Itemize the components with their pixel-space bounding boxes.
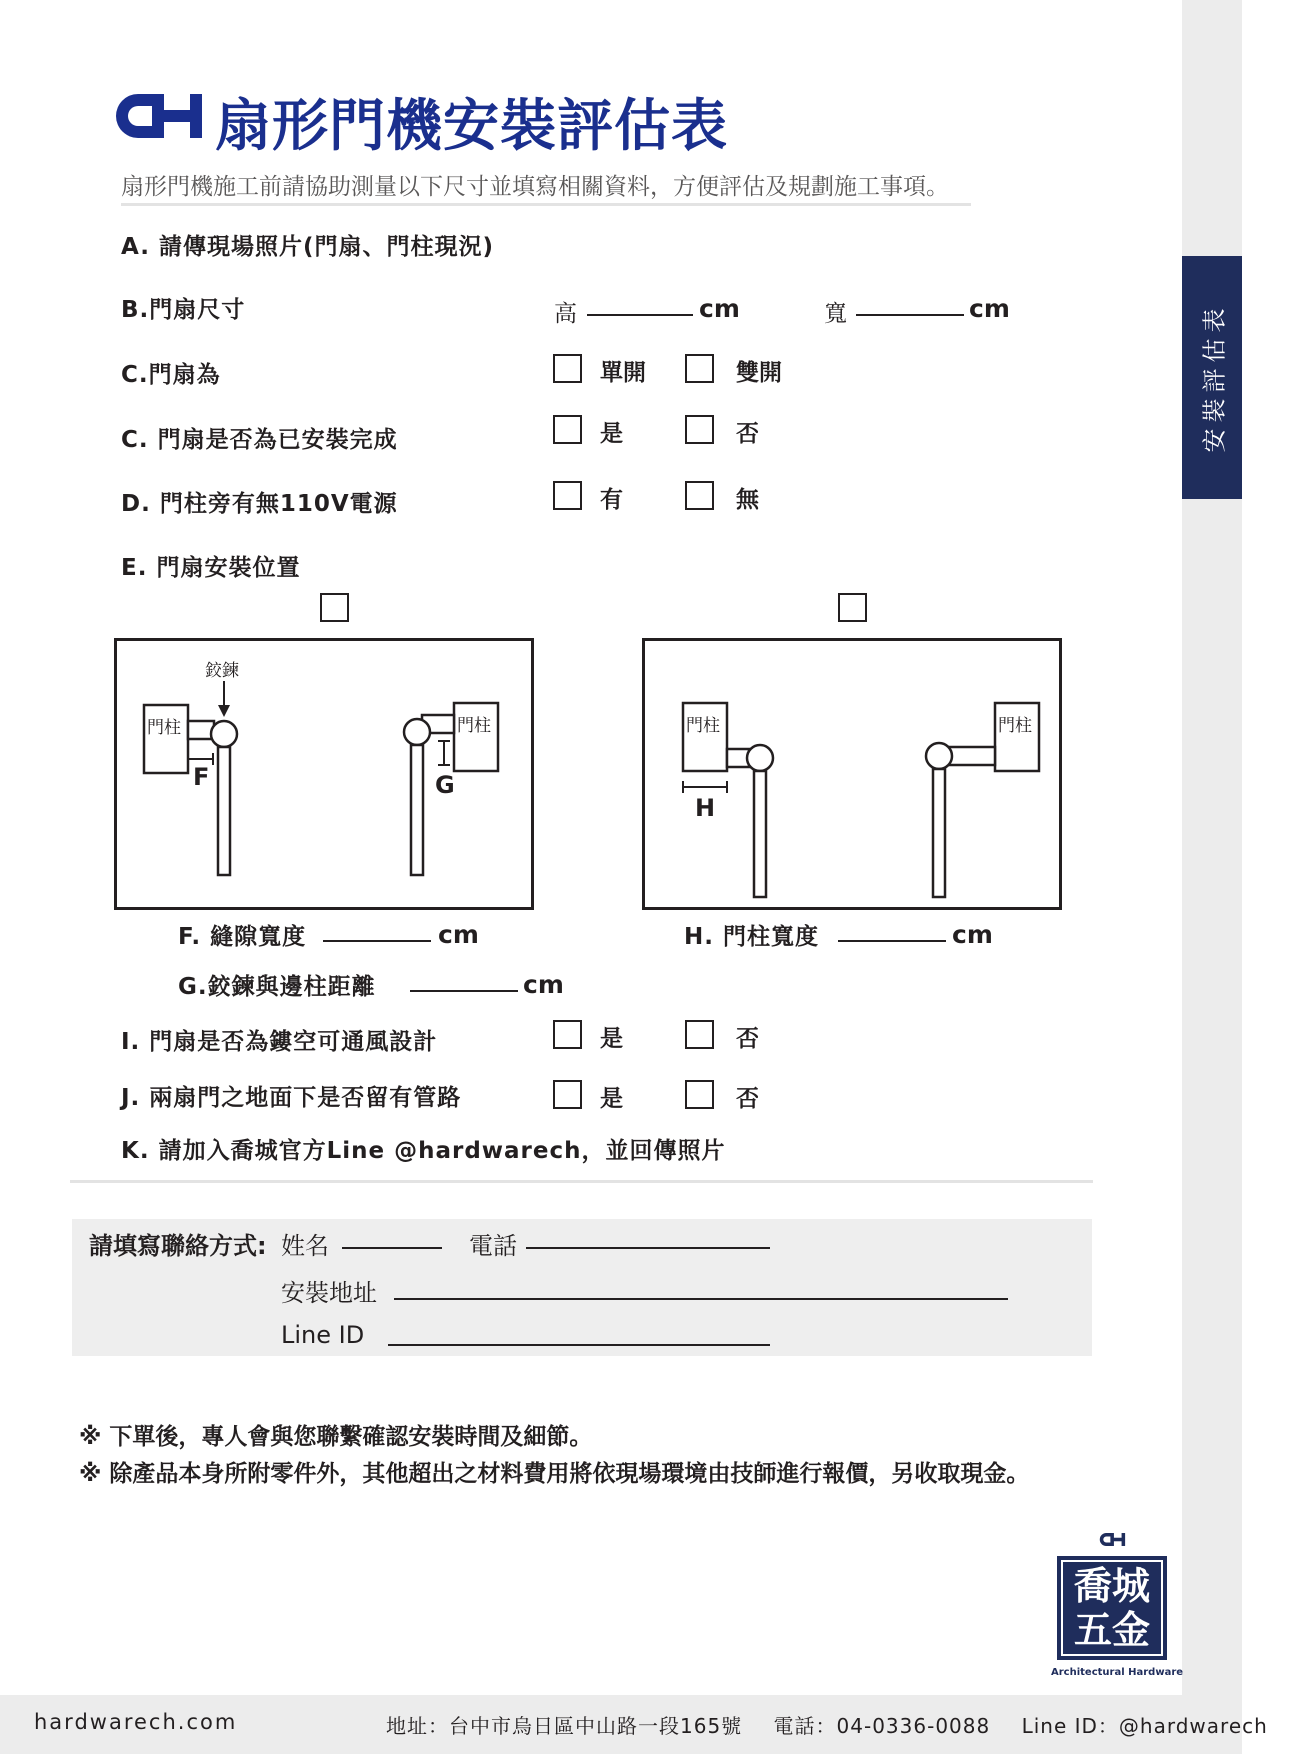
sidebar-tab-label-wrap	[1194, 256, 1230, 499]
pipe-no-label: 否	[736, 1086, 759, 1112]
brand-logo-box	[1057, 1556, 1167, 1660]
brand-tagline: Architectural Hardware	[1051, 1667, 1184, 1678]
pipe-yes-checkbox[interactable]	[553, 1080, 582, 1109]
right-post-label-2: 門柱	[998, 716, 1032, 736]
installed-yes-checkbox[interactable]	[553, 415, 582, 444]
post-width-unit: cm	[952, 920, 993, 949]
single-door-checkbox[interactable]	[553, 354, 582, 383]
height-label: 高	[554, 301, 577, 327]
marker-g: G	[435, 771, 455, 799]
position-left-checkbox[interactable]	[320, 593, 349, 622]
footer-phone: 電話：04-0336-0088	[773, 1714, 991, 1738]
double-door-label: 雙開	[736, 360, 782, 386]
power-yes-checkbox[interactable]	[553, 481, 582, 510]
diagram-hinge-svg	[117, 641, 531, 907]
address-label: 安裝地址	[281, 1279, 377, 1307]
question-f: F. 縫隙寬度	[178, 924, 307, 950]
contact-heading: 請填寫聯絡方式:	[89, 1232, 267, 1260]
position-right-checkbox[interactable]	[838, 593, 867, 622]
installed-yes-label: 是	[600, 421, 623, 447]
line-id-input-line[interactable]	[388, 1344, 770, 1346]
phone-label: 電話	[469, 1232, 517, 1260]
installed-no-checkbox[interactable]	[685, 415, 714, 444]
width-unit: cm	[969, 294, 1010, 323]
question-c1: C.門扇為	[121, 362, 221, 388]
question-k: K. 請加入喬城官方Line @hardwarech，並回傳照片	[121, 1138, 726, 1164]
small-logo-icon	[1098, 1531, 1126, 1548]
hinge-label: 鉸鍊	[205, 661, 239, 681]
brand-logo-icon	[110, 90, 205, 142]
question-c2: C. 門扇是否為已安裝完成	[121, 427, 398, 453]
power-yes-label: 有	[600, 487, 623, 513]
footer-website[interactable]: hardwarech.com	[34, 1710, 238, 1734]
width-label: 寬	[824, 301, 847, 327]
pipe-no-checkbox[interactable]	[685, 1080, 714, 1109]
question-j: J. 兩扇門之地面下是否留有管路	[121, 1085, 462, 1111]
brand-logo-line-2: 五金	[1073, 1608, 1150, 1652]
hinge-distance-unit: cm	[523, 970, 564, 999]
pipe-yes-label: 是	[600, 1086, 623, 1112]
height-input-line[interactable]	[587, 314, 693, 316]
power-no-label: 無	[736, 487, 759, 513]
power-no-checkbox[interactable]	[685, 481, 714, 510]
note-2: ※ 除產品本身所附零件外，其他超出之材料費用將依現場環境由技師進行報價，另收取現金。	[79, 1461, 1030, 1487]
installed-no-label: 否	[736, 421, 759, 447]
footer-line: Line ID：@hardwarech	[1021, 1714, 1268, 1738]
question-i: I. 門扇是否為鏤空可通風設計	[121, 1029, 438, 1055]
note-1: ※ 下單後，專人會與您聯繫確認安裝時間及細節。	[79, 1424, 593, 1450]
hinge-distance-input-line[interactable]	[410, 990, 518, 992]
diagram-post-svg	[645, 641, 1059, 907]
sidebar-tab-label: 安裝評估表	[1200, 302, 1229, 453]
ventilated-no-label: 否	[736, 1026, 759, 1052]
phone-input-line[interactable]	[526, 1247, 770, 1249]
question-g: G.鉸鍊與邊柱距離	[178, 974, 376, 1000]
marker-f: F	[193, 763, 210, 791]
height-unit: cm	[699, 294, 740, 323]
question-h: H. 門柱寬度	[684, 924, 819, 950]
width-input-line[interactable]	[856, 314, 964, 316]
gap-width-unit: cm	[438, 920, 479, 949]
ventilated-no-checkbox[interactable]	[685, 1020, 714, 1049]
left-post-label-2: 門柱	[686, 716, 720, 736]
page-title: 扇形門機安裝評估表	[215, 94, 728, 159]
ventilated-yes-checkbox[interactable]	[553, 1020, 582, 1049]
section-divider	[70, 1180, 1093, 1183]
single-door-label: 單開	[600, 360, 646, 386]
marker-h: H	[695, 794, 716, 822]
diagram-hinge-position	[114, 638, 534, 910]
question-e: E. 門扇安裝位置	[121, 555, 301, 581]
page-subtitle: 扇形門機施工前請協助測量以下尺寸並填寫相關資料，方便評估及規劃施工事項。	[121, 174, 949, 200]
double-door-checkbox[interactable]	[685, 354, 714, 383]
footer-address: 地址：台中市烏日區中山路一段165號	[386, 1714, 743, 1738]
question-a: A. 請傳現場照片(門扇、門柱現況)	[121, 234, 494, 260]
right-post-label: 門柱	[457, 716, 491, 736]
question-b: B.門扇尺寸	[121, 297, 246, 323]
post-width-input-line[interactable]	[838, 940, 946, 942]
line-id-label: Line ID	[281, 1321, 365, 1349]
name-label: 姓名	[281, 1232, 329, 1260]
gap-width-input-line[interactable]	[323, 940, 431, 942]
ventilated-yes-label: 是	[600, 1026, 623, 1052]
address-input-line[interactable]	[394, 1298, 1008, 1300]
name-input-line[interactable]	[342, 1247, 442, 1249]
question-d: D. 門柱旁有無110V電源	[121, 491, 398, 517]
subtitle-divider	[121, 203, 971, 206]
diagram-post-width	[642, 638, 1062, 910]
footer-contact	[386, 1710, 1292, 1739]
brand-logo-line-1: 喬城	[1073, 1564, 1150, 1608]
left-post-label: 門柱	[147, 718, 181, 738]
